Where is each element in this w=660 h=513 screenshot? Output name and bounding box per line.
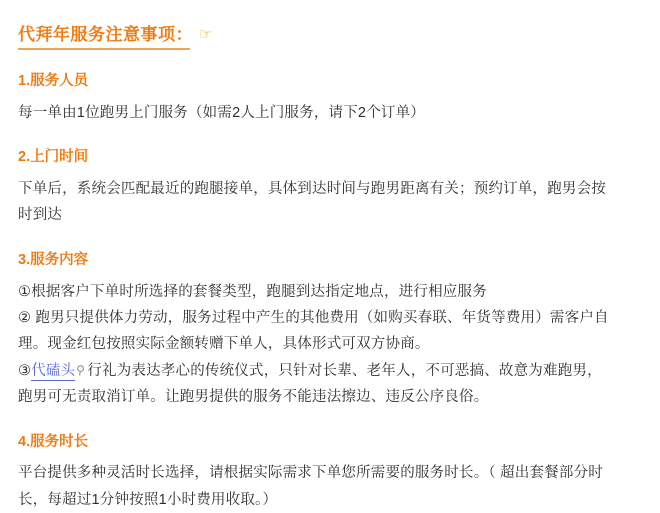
section-heading: 2.上门时间 (18, 149, 89, 166)
section-service-staff (18, 72, 642, 126)
section-visit-time (18, 148, 642, 229)
search-icon: ⚲ (75, 362, 87, 378)
section-service-duration (18, 433, 642, 513)
section-paragraph: 理。现金红包按照实际金额转赠下单人，具体形式可双方协商。 (18, 336, 430, 353)
section-heading: 4.服务时长 (18, 433, 89, 450)
item-marker: ③ (18, 362, 32, 379)
section-paragraph: 平台提供多种灵活时长选择，请根据实际需求下单您所需要的服务时长。（ 超出套餐部分时 (18, 465, 603, 482)
section-paragraph: 每一单由1位跑男上门服务（如需2人上门服务，请下2个订单） (18, 104, 425, 121)
section-paragraph: 跑男可无责取消订单。让跑男提供的服务不能违法擦边、违反公序良俗。 (18, 389, 489, 406)
section-paragraph-with-link (18, 359, 642, 384)
section-paragraph-rest: 行礼为表达孝心的传统仪式，只针对长辈、老年人，不可恶搞、故意为难跑男， (87, 362, 602, 379)
kowtow-link[interactable]: 代磕头 (31, 362, 76, 379)
title-underline (18, 48, 190, 50)
section-paragraph: ② 跑男只提供体力劳动，服务过程中产生的其他费用（如购买春联、年货等费用）需客户自 (18, 310, 609, 327)
pointing-hand-icon: ☞ (199, 25, 213, 43)
page-title-text: 代拜年服务注意事项： (18, 25, 193, 44)
section-paragraph: 时到达 (18, 207, 63, 224)
section-heading: 1.服务人员 (18, 73, 89, 89)
page-title (18, 20, 642, 45)
section-paragraph: 下单后，系统会匹配最近的跑腿接单，具体到达时间与跑男距离有关；预约订单，跑男会按 (18, 181, 606, 198)
section-service-content (18, 251, 642, 411)
section-paragraph: ①根据客户下单时所选择的套餐类型，跑腿到达指定地点，进行相应服务 (18, 283, 487, 300)
section-paragraph: 长，每超过1分钟按照1小时费用收取。） (18, 491, 278, 508)
section-heading: 3.服务内容 (18, 251, 89, 268)
